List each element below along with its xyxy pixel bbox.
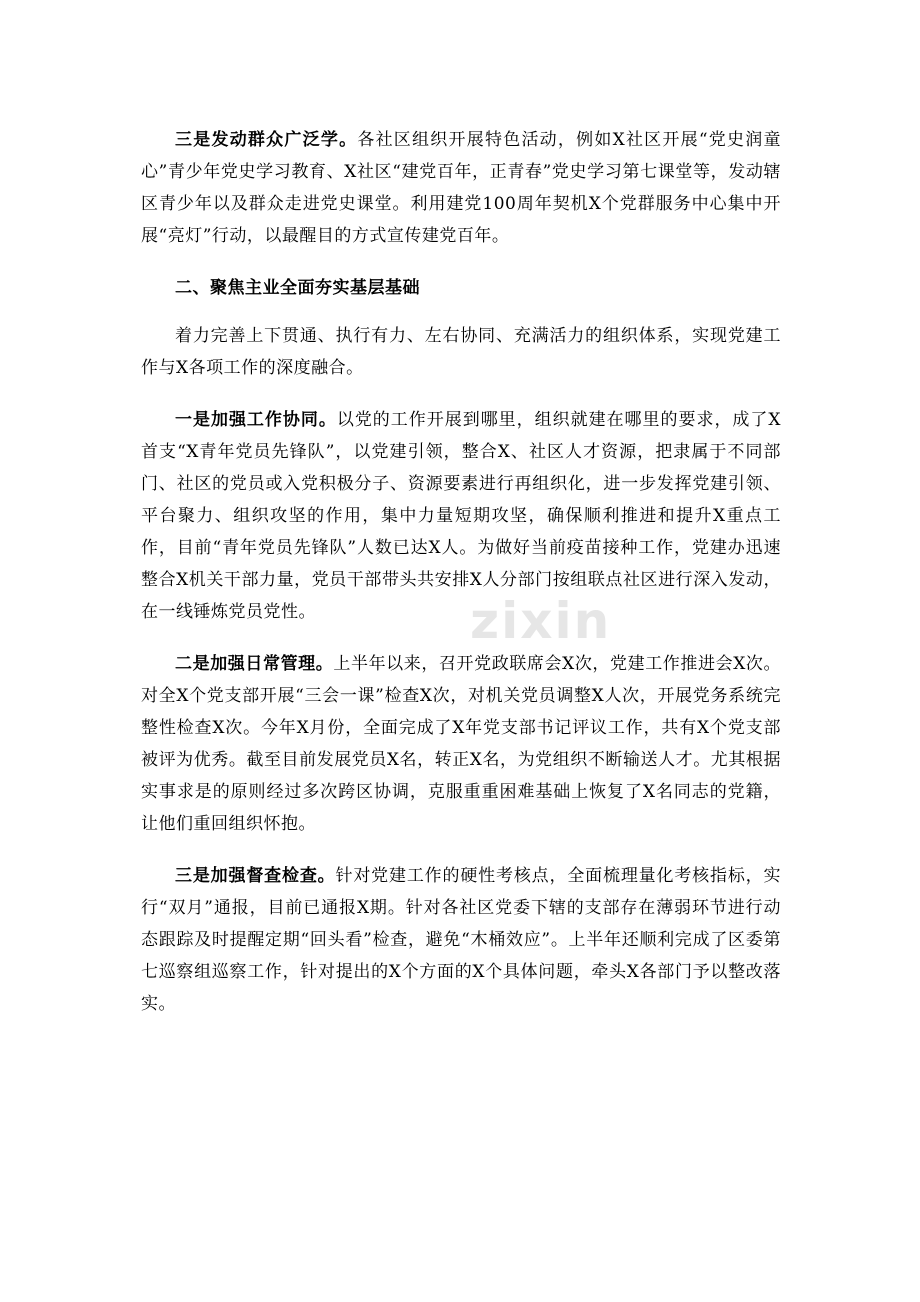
paragraph-text: 上半年以来，召开党政联席会X次，党建工作推进会X次。对全X个党支部开展“三会一课”检查X次，对机关党员调整X人次，开展党务系统完整性检查X次。今年X月份，全面完成了X年党支部书记评议工作，共有X个党支部被评为优秀。截至目前发展党员X名，转正X名，为党组织不断输送人才。尤其根据实事求是的原则经过多次跨区协调，克服重重困难基础上恢复了X名同志的党籍，让他们重回组织怀抱。 [141,654,781,834]
paragraph-lead: 二是加强日常管理。 [175,654,334,674]
paragraph-text: 以党的工作开展到哪里，组织就建在哪里的要求，成了X首支“X青年党员先锋队”，以党建引领，整合X、社区人才资源，把隶属于不同部门、社区的党员或入党积极分子、资源要素进行再组织化，进一步发挥党建引领、平台聚力、组织攻坚的作用，集中力量短期攻坚，确保顺利推进和提升X重点工作，目前“青年党员先锋队”人数已达X人。为做好当前疫苗接种工作，党建办迅速整合X机关干部力量，党员干部带头共安排X人分部门按组联点社区进行深入发动，在一线锤炼党员党性。 [141,410,782,622]
paragraph-lead: 三是发动群众广泛学。 [175,130,358,150]
paragraph-work-coordination [141,404,781,628]
paragraph-text: 着力完善上下贯通、执行有力、左右协同、充满活力的组织体系，实现党建工作与X各项工作的深度融合。 [141,326,781,378]
paragraph-supervision [141,860,781,1020]
paragraph-text: 针对党建工作的硬性考核点，全面梳理量化考核指标，实行“双月”通报，目前已通报X期。针对各社区党委下辖的支部存在薄弱环节进行动态跟踪及时提醒定期“回头看”检查，避免“木桶效应”。上半年还顺利完成了区委第七巡察组巡察工作，针对提出的X个方面的X个具体问题，牵头X各部门予以整改落实。 [141,866,781,1014]
paragraph-text: 各社区组织开展特色活动，例如X社区开展“党史润童心”青少年党史学习教育、X社区“建党百年，正青春”党史学习第七课堂等，发动辖区青少年以及群众走进党史课堂。利用建党100周年契机X个党群服务中心集中开展“亮灯”行动，以最醒目的方式宣传建党百年。 [141,130,782,246]
paragraph-lead: 一是加强工作协同。 [175,410,337,430]
section-heading: 二、聚焦主业全面夯实基层基础 [175,278,420,298]
paragraph-lead: 三是加强督查检查。 [175,866,336,886]
paragraph-mass-learning [141,124,781,252]
watermark: zixin [470,592,612,650]
paragraph-intro [141,320,781,384]
paragraph-daily-management [141,648,781,840]
document-body [141,124,781,1020]
